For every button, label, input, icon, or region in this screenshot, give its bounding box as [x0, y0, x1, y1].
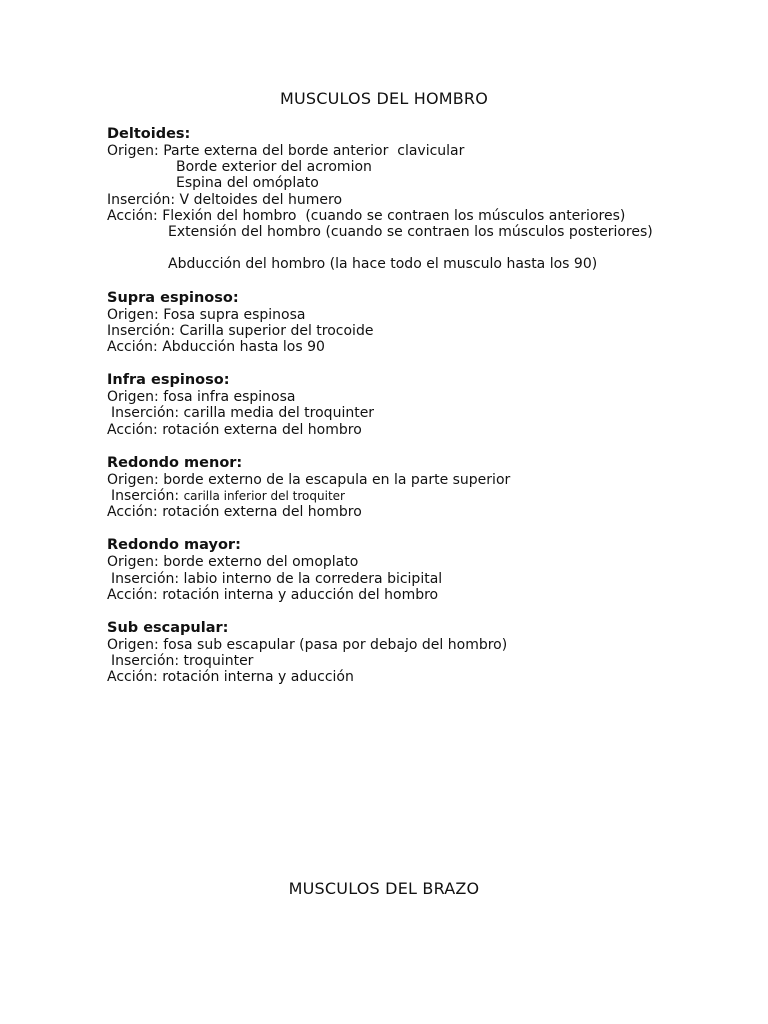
section-infra-espinoso [107, 372, 727, 438]
section-heading: Infra espinoso: [107, 372, 230, 389]
page-title: MUSCULOS DEL HOMBRO [279, 89, 489, 108]
origen-line-3: Espina del omóplato [176, 175, 319, 192]
accion-line: Acción: rotación interna y aducción [107, 669, 354, 686]
origen-line: Origen: fosa infra espinosa [107, 389, 296, 406]
accion-line-2: Extensión del hombro (cuando se contraen los músculos posteriores) [168, 224, 653, 241]
origen-line: Origen: borde externo de la escapula en la parte superior [107, 471, 511, 488]
insercion-line: Inserción: Carilla superior del trocoide [107, 322, 374, 339]
section-redondo-menor [107, 455, 727, 521]
accion-line: Acción: rotación externa del hombro [107, 504, 362, 521]
insercion-line: Inserción: troquinter [111, 653, 254, 670]
origen-line: Origen: borde externo del omoplato [107, 554, 359, 571]
section-sub-escapular [107, 620, 727, 686]
origen-line: Origen: fosa sub escapular (pasa por debajo del hombro) [107, 637, 508, 654]
insercion-line: Inserción: labio interno de la corredera bicipital [111, 570, 443, 587]
section-heading: Deltoides: [107, 126, 191, 142]
accion-line: Acción: rotación interna y aducción del hombro [107, 586, 439, 603]
section-heading: Supra espinoso: [107, 289, 239, 306]
insercion-line: Inserción: carilla media del troquinter [111, 405, 375, 422]
section-title-brazo: MUSCULOS DEL BRAZO [288, 879, 480, 898]
insercion-line [107, 488, 727, 504]
insercion-label: Inserción: [111, 488, 184, 505]
accion-label: Acción: [107, 207, 163, 224]
document-body [107, 126, 727, 703]
section-heading: Sub escapular: [107, 620, 229, 637]
accion-line: Acción: rotación externa del hombro [107, 421, 362, 438]
accion-value: Flexión del hombro (cuando se contraen los músculos anteriores) [162, 207, 626, 224]
section-supra-espinoso [107, 290, 727, 356]
insercion-value: carilla inferior del troquiter [183, 489, 345, 504]
origen-line-2: Borde exterior del acromion [176, 159, 372, 176]
accion-line [107, 208, 727, 224]
origen-label: Origen: [107, 143, 164, 159]
origen-line: Origen: Fosa supra espinosa [107, 306, 306, 323]
blank-line [107, 240, 727, 256]
accion-line: Acción: Abducción hasta los 90 [107, 339, 325, 356]
section-heading: Redondo menor: [107, 454, 243, 471]
origen-value: Parte externa del borde anterior clavicular [163, 143, 465, 159]
insercion-line: Inserción: V deltoides del humero [107, 191, 343, 208]
section-deltoides [107, 126, 727, 273]
origen-line [107, 143, 727, 159]
section-heading: Redondo mayor: [107, 537, 241, 554]
section-redondo-mayor [107, 537, 727, 603]
accion-line-3: Abducción del hombro (la hace todo el musculo hasta los 90) [168, 256, 598, 273]
